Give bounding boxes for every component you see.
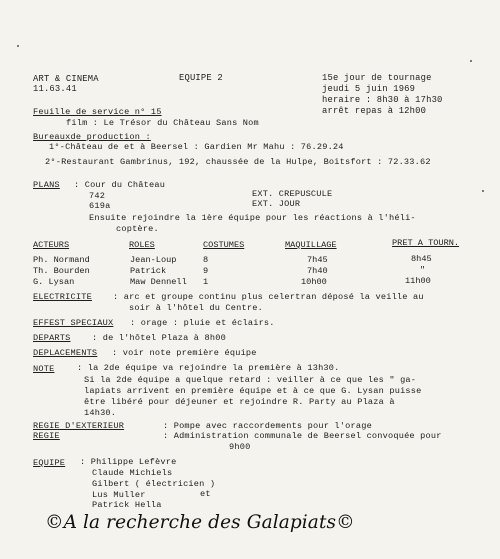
cast-header-costumes: COSTUMES <box>203 240 245 250</box>
note-line: être libéré pour déjeuner et rejoindre R. Party au Plaza à <box>84 397 395 407</box>
cast-actor: Ph. Normand <box>33 255 90 265</box>
equipe-et: et <box>200 489 211 499</box>
cast-costume: 9 <box>203 266 209 276</box>
equipe-member: Claude Michiels <box>92 468 173 478</box>
production-line-1: 1°-Château de et à Beersel : Gardien Mr Mahu : 76.29.24 <box>49 142 344 152</box>
equipe-member: : Philippe Lefèvre <box>80 457 177 467</box>
regie-text: : Administration communale de Beersel convoquée pour <box>163 431 442 441</box>
regie-label: REGIE <box>33 431 60 441</box>
production-line-2: 2°-Restaurant Gambrinus, 192, chaussée de la Hulpe, Boitsfort : 72.33.62 <box>45 157 431 167</box>
scan-speck <box>470 60 472 62</box>
cast-role: Patrick <box>130 266 167 276</box>
company-phone: 11.63.41 <box>33 84 77 94</box>
note-line: : la 2de équipe va rejoindre la première à 13h30. <box>77 363 340 373</box>
equipe-member: Lus Muller <box>92 490 146 500</box>
scan-speck <box>482 190 484 192</box>
cast-makeup: 7h40 <box>307 266 328 276</box>
cast-ready: " <box>420 265 426 275</box>
cast-header-makeup: MAQUILLAGE <box>285 240 337 250</box>
plans-note: Ensuite rejoindre la 1ère équipe pour les réactions à l'héli- <box>89 213 416 223</box>
deplacements-label: DEPLACEMENTS <box>33 348 98 358</box>
regie-exterieur-text: : Pompe avec raccordements pour l'orage <box>163 421 372 431</box>
work-hours: heraire : 8h30 à 17h30 <box>322 95 443 105</box>
watermark-signature: ©A la recherche des Galapiats© <box>45 512 355 533</box>
plan-number: 619a <box>89 201 111 211</box>
cast-ready: 11h00 <box>405 276 431 286</box>
note-line: Si la 2de équipe a quelque retard : veiller à ce que les " ga- <box>84 375 417 385</box>
company-name: ART & CINEMA <box>33 74 99 84</box>
departs-label: DEPARTS <box>33 333 71 343</box>
deplacements-text: : voir note première équipe <box>112 348 257 358</box>
effets-label: EFFEST SPECIAUX <box>33 318 114 328</box>
meal-break: arrêt repas à 12h00 <box>322 106 427 116</box>
equipe-member: Patrick Hella <box>92 500 162 510</box>
shooting-date: jeudi 5 juin 1969 <box>322 84 416 94</box>
regie-exterieur-label: REGIE D'EXTERIEUR <box>33 421 125 431</box>
plans-location: : Cour du Château <box>74 180 166 190</box>
shooting-day: 15e jour de tournage <box>322 73 432 83</box>
cast-role: Jean-Loup <box>130 255 177 265</box>
equipe-member: Gilbert ( électricien ) <box>92 479 216 489</box>
cast-costume: 1 <box>203 277 209 287</box>
electricite-label: ELECTRICITE <box>33 292 92 302</box>
cast-header-ready: PRET A TOURN. <box>392 238 460 248</box>
plans-note-cont: coptère. <box>116 224 159 234</box>
cast-makeup: 10h00 <box>301 277 327 287</box>
production-label: Bureauxde production : <box>33 132 151 142</box>
cast-makeup: 7h45 <box>307 255 328 265</box>
cast-costume: 8 <box>203 255 209 265</box>
cast-role: Maw Dennell <box>130 277 187 287</box>
note-line: 14h30. <box>84 408 117 418</box>
plan-description: EXT. JOUR <box>252 199 301 209</box>
electricite-text: : arc et groupe continu plus celertran déposé la veille au <box>113 292 424 302</box>
team-label: EQUIPE 2 <box>179 73 223 83</box>
plan-description: EXT. CREPUSCULE <box>252 189 333 199</box>
sheet-title: Feuille de service n° 15 <box>33 107 162 117</box>
departs-text: : de l'hôtel Plaza à 8h00 <box>92 333 226 343</box>
cast-actor: Th. Bourden <box>33 266 90 276</box>
regie-text-cont: 9h00 <box>229 442 251 452</box>
effets-text: : orage : pluie et éclairs. <box>130 318 275 328</box>
note-line: lapiats arrivent en première équipe et à ce que G. Lysan puisse <box>84 386 422 396</box>
cast-ready: 8h45 <box>411 254 432 264</box>
scan-speck <box>17 45 19 47</box>
film-title: film : Le Trésor du Château Sans Nom <box>66 118 259 128</box>
note-label: NOTE <box>33 364 55 374</box>
plans-label: PLANS <box>33 180 60 190</box>
electricite-text-cont: soir à l'hôtel du Centre. <box>129 303 263 313</box>
cast-header-actors: ACTEURS <box>33 240 70 250</box>
cast-actor: G. Lysan <box>33 277 75 287</box>
cast-header-roles: ROLES <box>129 240 155 250</box>
equipe-label: EQUIPE <box>33 458 66 468</box>
plan-number: 742 <box>89 191 106 201</box>
